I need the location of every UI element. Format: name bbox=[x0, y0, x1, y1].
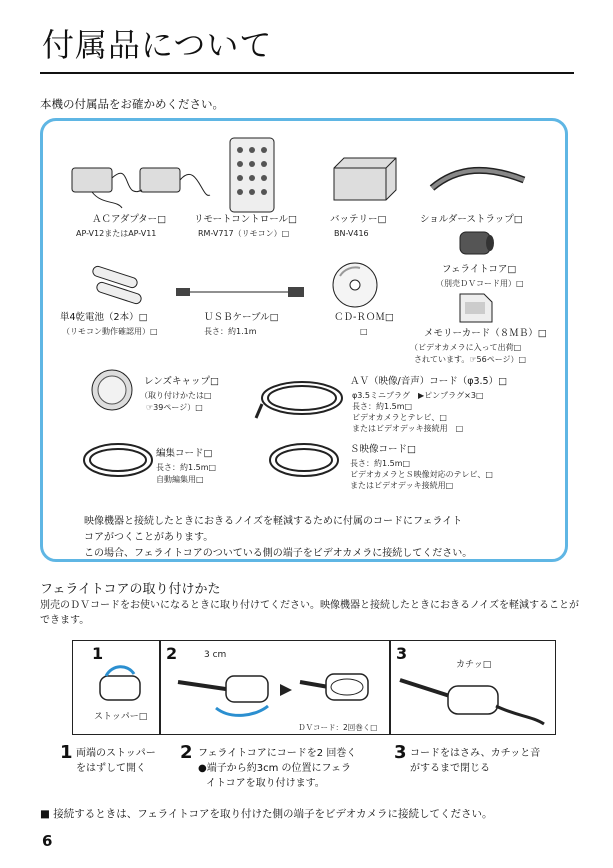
ferrite-wrap-illustration bbox=[176, 662, 386, 720]
battery-model: BN-V416 bbox=[334, 229, 369, 238]
dv-cord-note: ＤＶコード：2回巻く□ bbox=[298, 723, 378, 732]
step-2-line2: ●端子から約3cm の位置にフェラ bbox=[198, 763, 352, 774]
aaa-batteries-illustration bbox=[88, 262, 148, 308]
av-cord-sub1: φ3.5ミニプラグ ▶ピンプラグ×3□ bbox=[352, 391, 484, 400]
step-3-number: 3 bbox=[394, 742, 407, 763]
remote-label: リモートコントロール□ bbox=[194, 214, 298, 225]
av-cord-sub2: 長さ：約1.5m□ bbox=[352, 402, 413, 411]
click-label: カチッ□ bbox=[456, 660, 492, 670]
aaa-batteries-sub: （リモコン動作確認用）□ bbox=[62, 327, 158, 336]
section-text: 別売のＤＶコードをお使いになるときに取り付けてください。映像機器と接続したときにおきるノイズを軽減することができます。 bbox=[40, 600, 579, 626]
edit-cord-sub1: 長さ：約1.5m□ bbox=[156, 463, 217, 472]
s-cord-sub1: 長さ：約1.5m□ bbox=[350, 459, 411, 468]
box-note-line1: 映像機器と接続したときにおきるノイズを軽減するために付属のコードにフェライト bbox=[84, 516, 463, 527]
diagram-step-3: 3 bbox=[396, 644, 408, 663]
s-cord-sub3: またはビデオデッキ接続用□ bbox=[350, 481, 454, 490]
battery-illustration bbox=[330, 154, 400, 204]
cd-rom-sub: □ bbox=[360, 327, 368, 336]
usb-cable-illustration bbox=[170, 282, 310, 302]
memory-card-sub2: されています。☞56ページ）□ bbox=[414, 355, 527, 364]
s-cord-sub2: ビデオカメラとＳ映像対応のテレビ、□ bbox=[350, 470, 493, 479]
ferrite-open-illustration bbox=[92, 664, 152, 708]
step-1-line1: 両端のストッパー bbox=[76, 748, 156, 759]
av-cord-sub4: またはビデオデッキ接続用 □ bbox=[352, 424, 464, 433]
footnote: ■ 接続するときは、フェライトコアを取り付けた側の端子をビデオカメラに接続してください。 bbox=[40, 808, 493, 820]
section-title: フェライトコアの取り付けかた bbox=[40, 582, 221, 597]
cd-rom-illustration bbox=[330, 260, 380, 310]
battery-label: バッテリー□ bbox=[330, 214, 387, 225]
s-cord-label: Ｓ映像コード□ bbox=[350, 444, 416, 455]
lens-cap-sub2: ☞39ページ）□ bbox=[146, 403, 203, 412]
page-title: 付属品について bbox=[42, 26, 273, 64]
box-note-line3: この場合、フェライトコアのついている側の端子をビデオカメラに接続してください。 bbox=[84, 548, 473, 559]
diagram-step-1: 1 bbox=[92, 644, 104, 663]
dimension-label: 3 cm bbox=[204, 650, 227, 660]
ac-adapter-model: AP-V12またはAP-V11 bbox=[76, 229, 157, 238]
step-2-line1: フェライトコアにコードを2 回巻く bbox=[198, 748, 357, 759]
memory-card-label: メモリーカード（８ＭＢ）□ bbox=[424, 328, 547, 339]
page-number: 6 bbox=[42, 832, 53, 850]
step-1-line2: をはずして開く bbox=[76, 763, 146, 774]
ferrite-label: フェライトコア□ bbox=[442, 264, 517, 275]
ferrite-closed-illustration bbox=[396, 672, 546, 728]
strap-label: ショルダーストラップ□ bbox=[420, 214, 523, 225]
lens-cap-label: レンズキャップ□ bbox=[144, 376, 219, 387]
lens-cap-sub1: （取り付けかたは□ bbox=[140, 391, 212, 400]
cd-rom-label: ＣＤ-ＲＯＭ□ bbox=[334, 312, 394, 323]
av-cord-label: ＡＶ（映像/音声）コード（φ3.5）□ bbox=[350, 376, 508, 387]
step-3-line2: がするまで閉じる bbox=[410, 763, 490, 774]
av-cord-sub3: ビデオカメラとテレビ、□ bbox=[352, 413, 447, 422]
lens-cap-illustration bbox=[88, 366, 138, 416]
usb-cable-label: ＵＳＢケーブル□ bbox=[204, 312, 279, 323]
aaa-batteries-label: 単4乾電池（2本）□ bbox=[60, 312, 148, 323]
remote-model: RM-V717（リモコン）□ bbox=[198, 229, 290, 238]
ac-adapter-label: ＡＣアダプター□ bbox=[92, 214, 167, 225]
step-2-line3: イトコアを取り付けます。 bbox=[206, 778, 325, 789]
memory-card-sub1: （ビデオカメラに入って出荷□ bbox=[410, 343, 522, 352]
ferrite-sub: （別売ＤＶコード用）□ bbox=[436, 279, 524, 288]
usb-cable-sub: 長さ：約1.1m bbox=[204, 327, 257, 336]
step-1-number: 1 bbox=[60, 742, 73, 763]
title-rule bbox=[40, 72, 574, 74]
diagram-step-2: 2 bbox=[166, 644, 178, 663]
memory-card-illustration bbox=[456, 290, 496, 326]
edit-cord-illustration bbox=[78, 436, 158, 486]
strap-illustration bbox=[428, 162, 528, 198]
edit-cord-sub2: 自動編集用□ bbox=[156, 475, 204, 484]
remote-illustration bbox=[228, 136, 278, 216]
edit-cord-label: 編集コード□ bbox=[156, 448, 213, 459]
step-3-line1: コードをはさみ、カチッと音 bbox=[410, 748, 541, 759]
intro-text: 本機の付属品をお確かめください。 bbox=[40, 97, 224, 111]
s-cord-illustration bbox=[264, 436, 344, 486]
box-note-line2: コアがつくことがあります。 bbox=[84, 532, 214, 543]
av-cord-illustration bbox=[252, 374, 352, 424]
step-2-number: 2 bbox=[180, 742, 193, 763]
ac-adapter-illustration bbox=[62, 150, 212, 210]
stopper-label: ストッパー□ bbox=[94, 712, 148, 722]
ferrite-core-illustration bbox=[456, 228, 496, 258]
